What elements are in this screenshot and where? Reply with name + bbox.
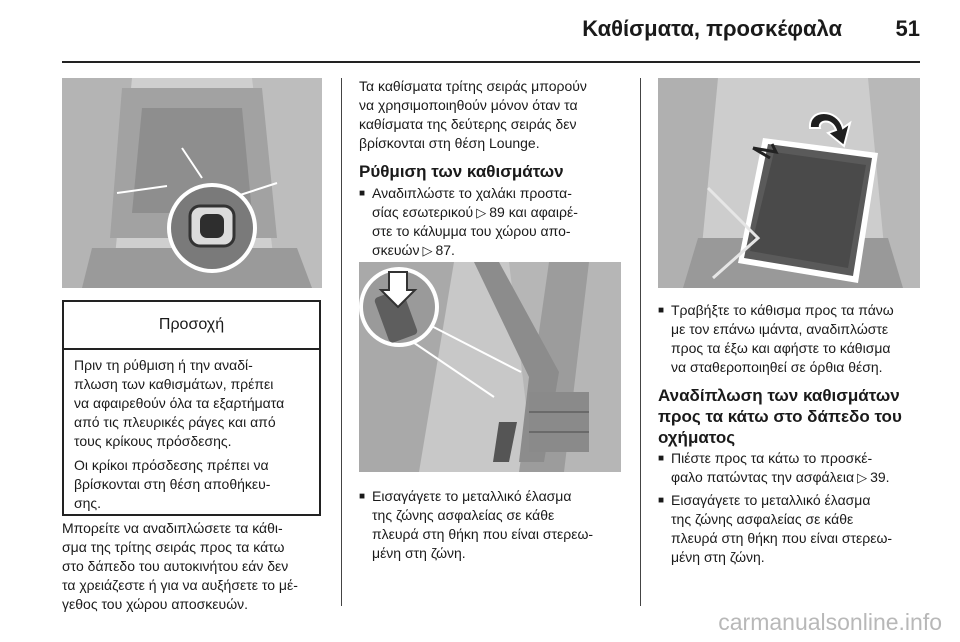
text-line: Τα καθίσματα τρίτης σειράς μπορούν <box>359 78 587 94</box>
text-line: να αφαιρεθούν όλα τα εξαρτήματα <box>74 395 285 411</box>
text-line: σίας εσωτερικού <box>372 204 474 220</box>
bullet-item <box>359 184 634 260</box>
page-reference[interactable]: 87. <box>435 242 455 258</box>
column-divider <box>640 78 641 606</box>
seat-belt-illustration <box>359 262 621 472</box>
header-divider <box>62 61 920 63</box>
text-line: της ζώνης ασφαλείας σε κάθε <box>671 511 854 527</box>
text-line: Οι κρίκοι πρόσδεσης πρέπει να <box>74 457 269 473</box>
text-line: τα χρειάζεστε ή για να αυξήσετε το μέ- <box>62 577 298 593</box>
seat-belt-drawing <box>359 262 621 472</box>
text-line: προς τα κάτω στο δάπεδο του <box>658 407 902 426</box>
section-heading-adjust: Ρύθμιση των καθισμάτων <box>359 162 564 181</box>
cargo-rail-illustration <box>62 78 322 288</box>
text-line: Αναδίπλωση των καθισμάτων <box>658 386 900 405</box>
page-number: 51 <box>895 16 920 41</box>
bullet-item <box>658 491 951 567</box>
text-line: να σταθεροποιηθεί σε όρθια θέση. <box>671 359 883 375</box>
caution-box <box>62 300 321 516</box>
section-heading-fold <box>658 385 938 448</box>
mid-intro-paragraph <box>359 77 634 153</box>
text-line: οχήματος <box>658 428 736 447</box>
watermark: carmanualsonline.info <box>718 609 942 635</box>
text-line: στε το κάλυμμα του χώρου απο- <box>372 223 571 239</box>
seat-raise-drawing <box>658 78 920 288</box>
text-line: της ζώνης ασφαλείας σε κάθε <box>372 507 555 523</box>
text-line: να χρησιμοποιηθούν μόνον όταν τα <box>359 97 578 113</box>
text-line: Πριν τη ρύθμιση ή την αναδί- <box>74 357 253 373</box>
bullet-item <box>359 487 634 563</box>
column-divider <box>341 78 342 606</box>
text-line: καθίσματα της δεύτερης σειράς δεν <box>359 116 577 132</box>
text-line: μένη στη ζώνη. <box>372 545 466 561</box>
text-line: από τις πλευρικές ράγες και από <box>74 414 276 430</box>
text-line: Εισαγάγετε το μεταλλικό έλασμα <box>671 492 871 508</box>
text-line: στο δάπεδο του αυτοκινήτου εάν δεν <box>62 558 289 574</box>
text-line: τους κρίκους πρόσδεσης. <box>74 433 232 449</box>
page-reference-icon: ▷ <box>422 243 433 258</box>
text-line: μένη στη ζώνη. <box>671 549 765 565</box>
text-line: προς τα έξω και αφήστε το κάθισμα <box>671 340 891 356</box>
text-line: βρίσκονται στη θέση αποθήκευ- <box>74 476 271 492</box>
caution-paragraph <box>74 456 311 513</box>
text-line: πλευρά στη θήκη που είναι στερεω- <box>372 526 594 542</box>
text-line: Πιέστε προς τα κάτω το προσκέ- <box>671 450 873 466</box>
page-reference[interactable]: 89 <box>489 204 505 220</box>
bullet-item <box>658 449 951 487</box>
caution-paragraph <box>74 356 311 451</box>
cargo-rail-drawing <box>62 78 322 288</box>
page-reference[interactable]: 39. <box>870 469 890 485</box>
text-line: σης. <box>74 495 102 511</box>
text-line: Εισαγάγετε το μεταλλικό έλασμα <box>372 488 572 504</box>
text-line: γεθος του χώρου αποσκευών. <box>62 596 249 612</box>
text-line: βρίσκονται στη θέση Lounge. <box>359 135 540 151</box>
bullet-item <box>658 301 951 377</box>
text-line: σκευών <box>372 242 420 258</box>
text-line: και αφαιρέ- <box>508 204 578 220</box>
text-line: σμα της τρίτης σειράς προς τα κάτω <box>62 539 285 555</box>
left-paragraph <box>62 519 337 614</box>
page-reference-icon: ▷ <box>476 205 487 220</box>
text-line: Τραβήξτε το κάθισμα προς τα πάνω <box>671 302 894 318</box>
caution-heading: Προσοχή <box>64 302 319 350</box>
text-line: πλευρά στη θήκη που είναι στερεω- <box>671 530 893 546</box>
text-line: φαλο πατώντας την ασφάλεια <box>671 469 855 485</box>
text-line: με τον επάνω ιμάντα, αναδιπλώστε <box>671 321 889 337</box>
text-line: Αναδιπλώστε το χαλάκι προστα- <box>372 185 572 201</box>
text-line: πλωση των καθισμάτων, πρέπει <box>74 376 274 392</box>
page-title: Καθίσματα, προσκέφαλα <box>582 16 842 41</box>
page-reference-icon: ▷ <box>857 470 868 485</box>
text-line: Μπορείτε να αναδιπλώσετε τα κάθι- <box>62 520 283 536</box>
seat-raise-illustration <box>658 78 920 288</box>
caution-body <box>64 350 319 513</box>
